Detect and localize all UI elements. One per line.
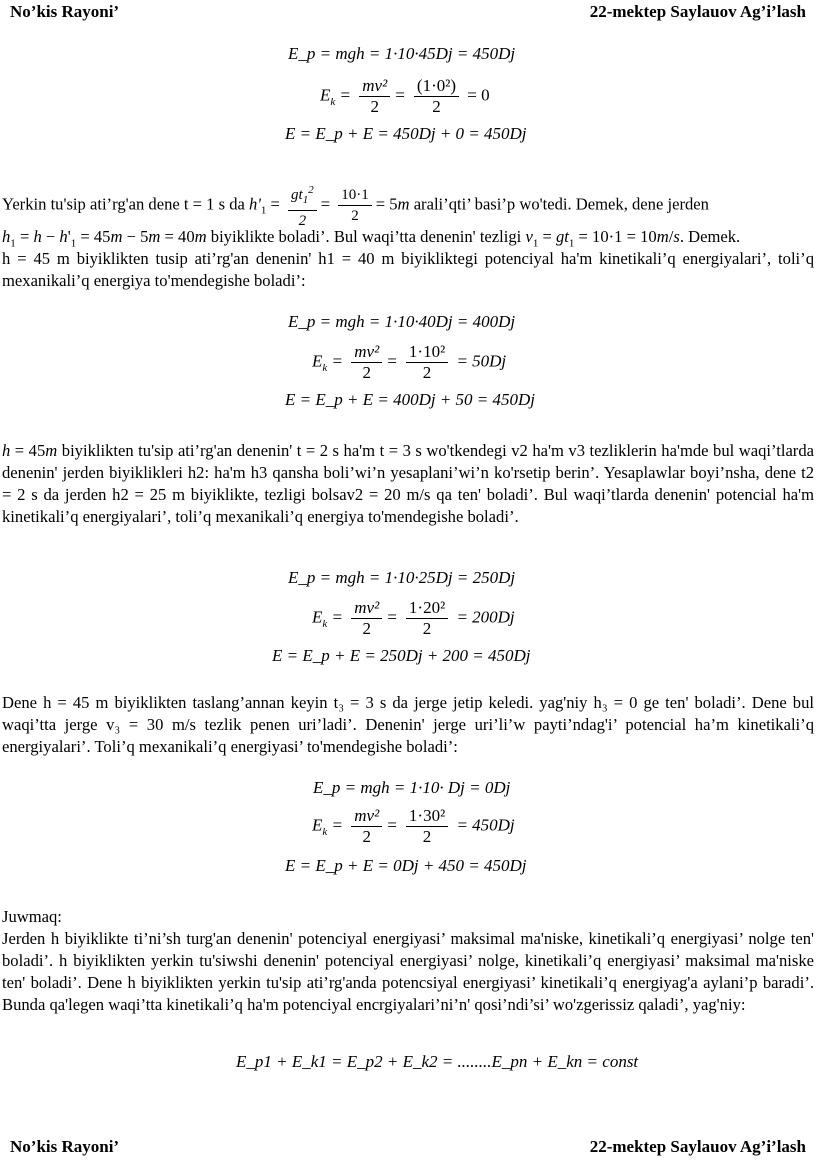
eq1-ek-num2: (1·0²)	[414, 76, 459, 97]
para1-b: arali’qti’ basi’p wo'tedi. Demek, dene jerden	[413, 194, 709, 214]
eq3-kinetic: $E_k$ = $\frac{\text{mv²}}{2}$ = $\frac{\text{1·20²}}{2}$ = 200Dj	[312, 598, 515, 638]
eq3-ek-num2: 1·20²	[406, 598, 448, 619]
eq2-ek-num: mv²	[351, 342, 382, 363]
para2-text: h = 45m biyiklikten tu'sip ati’rg'an denenin' t = 2 s ha'm t = 3 s wo'tkendegi v2 ha'm v3 tezliklerin ha'mde bul waqi’tlarda denenin' jerden biyiklikleri h2: ha'm h3 qansha boli’wi’n yesaplani’wi’n ko'rsetip berin’. Yesaplawlar boyi’nsha, dene t2 = 2 s da jerden h2 = 25 m biyiklikte, tezligi bolsav2 = 20 m/s qa ten' boladi’. Bul waqi’tlarda denenin' potencial ha'm kinetikali’q energiyalari’, toli’q mexanikali’q energiya to'mendegishe boladi’.	[2, 441, 814, 526]
eq1-ek-den2: 2	[432, 97, 441, 116]
para1-a: Yerkin tu'sip ati’rg'an dene t = 1 s da	[2, 194, 245, 214]
eq1-total: E = E_p + E = 450Dj + 0 = 450Dj	[285, 124, 527, 143]
footer-left: No’kis Rayoni’	[10, 1137, 120, 1156]
eq1-ek-den: 2	[370, 97, 379, 116]
eq4-potential: E_p = mgh = 1·10· Dj = 0Dj	[313, 778, 511, 797]
eq3-ek-res: = 200Dj	[456, 607, 515, 627]
para1-line1: Yerkin tu'sip ati’rg'an dene t = 1 s da $h'_1$ = $\frac{gt_1^2}{2}$ = $\frac{10\cdot 1}{2}$ = 5m arali’qti’ basi’p wo'tedi. Demek, dene jerden	[2, 180, 814, 231]
eq2-ek-res: = 50Dj	[456, 351, 507, 371]
footer-right: 22-mektep Saylauov Ag’i’lash	[589, 1137, 806, 1156]
eq3-ek-num: mv²	[351, 598, 382, 619]
eq1-ek-res: = 0	[467, 85, 490, 105]
eq4-ek-num: mv²	[351, 806, 382, 827]
answer-text: Jerden h biyiklikte ti’ni’sh turg'an denenin' potenciyal energiyasi’ maksimal ma'niske, kinetikali’q energiyasi’ nolge ten' boladi’. h biyiklikten yerkin tu'siwshi denenin' potenciyal energiyasi’ nolge, kinetikali’q energiyasi’ maksimal ma'niske ten' boladi’. Dene h biyiklikten yerkin tu'sip ati’rg'anda potencsiyal energiyasi’ kinetikali’q energiyag'a aylani’p baradi’. Bunda qa'legen waqi’tta kinetikali’q ha'm potenciyal encrgiyalari’ni’n' qosi’ndi’si’ wo'zgerissiz qaladi’, yag'niy:	[2, 929, 814, 1014]
para1-line2: $h_1 = h - h'_1 = 45m - 5m = 40m$ biyiklikte boladi’. Bul waqi’tta denenin' tezligi $v_1 = gt_1 = 10\cdot 1 = 10m/s$. Demek.	[2, 227, 741, 250]
eq2-ek-num2: 1·10²	[406, 342, 448, 363]
eq3-potential: E_p = mgh = 1·10·25Dj = 250Dj	[288, 568, 516, 587]
eq1-potential: E_p = mgh = 1·10·45Dj = 450Dj	[288, 44, 516, 63]
answer-title: Juwmaq:	[2, 907, 62, 926]
eq2-total: E = E_p + E = 400Dj + 50 = 450Dj	[285, 390, 536, 409]
eq4-ek-num2: 1·30²	[406, 806, 448, 827]
eq4-ek-res: = 450Dj	[456, 815, 515, 835]
para3-text: Dene h = 45 m biyiklikten taslang’annan keyin t₃ = 3 s da jerge jetip keledi. yag'niy h₃ = 0 ge ten' boladi’. Dene bul waqi’tta jerge v₃ = 30 m/s tezlik penen uri’ladi’. Denenin' jerge uri’li’w payti’ndag'i’ potencial ha’m kinetikali’q energiyalari’. Toli’q mexanikali’q energiyasi’ to'mendegishe boladi’:	[2, 693, 814, 756]
eq1-kinetic: $E_k$ = $\frac{\text{mv²}}{2}$ = $\frac{\text{(1·0²)}}{2}$ = 0	[320, 76, 490, 116]
header-right: 22-mektep Saylauov Ag’i’lash	[589, 2, 806, 21]
answer-final-equation: E_p1 + E_k1 = E_p2 + E_k2 = ........E_pn + E_kn = const	[236, 1052, 639, 1071]
eq2-kinetic: $E_k$ = $\frac{\text{mv²}}{2}$ = $\frac{\text{1·10²}}{2}$ = 50Dj	[312, 342, 507, 382]
eq4-total: E = E_p + E = 0Dj + 450 = 450Dj	[285, 856, 527, 875]
header-left: No’kis Rayoni’	[10, 2, 120, 21]
eq3-total: E = E_p + E = 250Dj + 200 = 450Dj	[272, 646, 531, 665]
eq4-kinetic: $E_k$ = $\frac{\text{mv²}}{2}$ = $\frac{\text{1·30²}}{2}$ = 450Dj	[312, 806, 515, 846]
para1-c: biyiklikte boladi’. Bul waqi’tta denenin' tezligi	[210, 227, 522, 246]
para1-d: . Demek.	[679, 227, 741, 246]
eq1-ek-num: mv²	[359, 76, 390, 97]
para2-body: biyiklikten tu'sip ati’rg'an denenin' t = 2 s ha'm t = 3 s wo'tkendegi v2 ha'm v3 tezliklerin ha'mde bul waqi’tlarda denenin' jerden biyiklikleri h2: ha'm h3 qansha boli’wi’n yesaplani’wi’n ko'rsetip berin’. Yesaplawlar boyi’nsha, dene t2 = 2 s da jerden h2 = 25 m biyiklikte, tezligi bolsav2 = 20 m/s qa ten' boladi’. Bul waqi’tlarda denenin' potencial ha'm kinetikali’q energiyalari’, toli’q mexanikali’q energiya to'mendegishe boladi’.	[2, 441, 814, 526]
para1-text: h = 45 m biyiklikten tusip ati’rg'an denenin' h1 = 40 m biyikliktegi potenciyal ha'm kinetikali’q energiyalari’, toli’q mexanikali’q energiya to'mendegishe boladi’:	[2, 249, 814, 290]
eq2-potential: E_p = mgh = 1·10·40Dj = 400Dj	[288, 312, 516, 331]
